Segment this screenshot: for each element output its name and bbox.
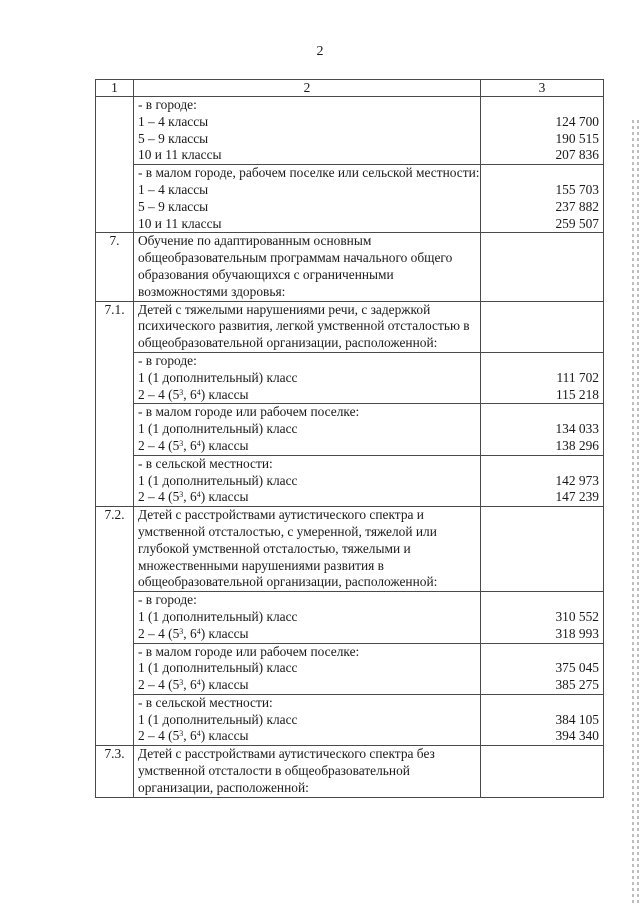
row-number-cell bbox=[96, 233, 134, 301]
column-header-1: 1 bbox=[96, 80, 134, 97]
group-labels-cell bbox=[134, 97, 481, 165]
item-label-text: 1 – 4 классы bbox=[138, 181, 209, 197]
group-values-cell bbox=[481, 592, 604, 643]
item-label-text: 2 – 4 (5 bbox=[138, 386, 180, 402]
group-label: - в малом городе, рабочем поселке или сельской местности: bbox=[138, 165, 480, 181]
superscript: 3 bbox=[179, 387, 184, 397]
item-label-text: ) классы bbox=[200, 625, 249, 641]
item-label bbox=[138, 421, 476, 438]
item-value: 124 700 bbox=[555, 113, 599, 129]
group-labels-cell bbox=[134, 592, 481, 643]
superscript: 4 bbox=[196, 729, 201, 739]
item-label-text: 1 (1 дополнительный) класс bbox=[138, 711, 298, 727]
blank-line bbox=[485, 353, 599, 370]
item-value: 394 340 bbox=[555, 728, 599, 744]
row-number-cell bbox=[96, 301, 134, 507]
table-row-group bbox=[96, 352, 604, 403]
group-values-cell bbox=[481, 352, 604, 403]
group-values-cell bbox=[481, 404, 604, 455]
page-number: 2 bbox=[316, 44, 324, 59]
item-value: 115 218 bbox=[555, 386, 599, 402]
item-label bbox=[138, 182, 476, 199]
row-number-cell bbox=[96, 97, 134, 233]
table-row-description bbox=[96, 301, 604, 352]
item-value: 375 045 bbox=[555, 660, 599, 676]
superscript: 4 bbox=[196, 490, 201, 500]
item-label bbox=[138, 489, 476, 506]
item-label-text: 1 (1 дополнительный) класс bbox=[138, 472, 298, 488]
description-cell bbox=[134, 233, 481, 301]
item-value: 111 702 bbox=[556, 369, 599, 385]
column-header-3: 3 bbox=[481, 80, 604, 97]
item-label-text: ) классы bbox=[200, 728, 249, 744]
description-cell bbox=[134, 746, 481, 797]
scan-edge-line bbox=[637, 120, 639, 905]
blank-line bbox=[485, 695, 599, 712]
table-row-description bbox=[96, 507, 604, 592]
item-value: 385 275 bbox=[555, 677, 599, 693]
group-label: - в городе: bbox=[138, 592, 197, 608]
item-value: 190 515 bbox=[555, 130, 599, 146]
item-label-text: , 6 bbox=[183, 437, 197, 453]
group-label: - в малом городе или рабочем поселке: bbox=[138, 404, 360, 420]
group-values-cell bbox=[481, 643, 604, 694]
blank-line bbox=[485, 165, 599, 182]
item-label bbox=[138, 114, 476, 131]
value-cell-empty bbox=[481, 746, 604, 797]
row-number-cell bbox=[96, 746, 134, 797]
superscript: 4 bbox=[196, 678, 201, 688]
item-label-text: , 6 bbox=[183, 677, 197, 693]
row-number: 7. bbox=[109, 233, 120, 249]
group-labels-cell bbox=[134, 352, 481, 403]
item-label-text: , 6 bbox=[183, 489, 197, 505]
value-cell-empty bbox=[481, 507, 604, 592]
superscript: 3 bbox=[179, 438, 184, 448]
item-label-text: 1 – 4 классы bbox=[138, 113, 209, 129]
item-label-text: ) классы bbox=[200, 489, 249, 505]
table-row-description bbox=[96, 746, 604, 797]
row-description: Детей с расстройствами аутистического спектра и умственной отсталостью, с умеренной, тяжелой или глубокой умственной отсталостью, тяжелыми и множественными нарушениями развития в общеобразовательной организации, расположенной: bbox=[138, 507, 438, 590]
row-description: Обучение по адаптированным основным общеобразовательным программам начального общего образования обучающихся с ограниченными возможностями здоровья: bbox=[138, 233, 453, 299]
item-label-text: ) классы bbox=[200, 677, 249, 693]
item-label bbox=[138, 131, 476, 148]
item-label-text: ) классы bbox=[200, 437, 249, 453]
superscript: 4 bbox=[196, 438, 201, 448]
value-cell-empty bbox=[481, 301, 604, 352]
superscript: 3 bbox=[179, 490, 184, 500]
group-label: - в городе: bbox=[138, 97, 197, 112]
scan-edge-line bbox=[632, 120, 634, 905]
item-value: 318 993 bbox=[555, 625, 599, 641]
column-header-row bbox=[96, 80, 604, 97]
table-row-group bbox=[96, 592, 604, 643]
item-label-text: 1 (1 дополнительный) класс bbox=[138, 369, 298, 385]
item-label bbox=[138, 677, 476, 694]
item-label bbox=[138, 147, 476, 164]
superscript: 3 bbox=[179, 678, 184, 688]
item-label bbox=[138, 216, 476, 233]
item-label bbox=[138, 660, 476, 677]
item-value: 142 973 bbox=[555, 472, 599, 488]
description-cell bbox=[134, 301, 481, 352]
blank-line bbox=[485, 592, 599, 609]
value-cell-empty bbox=[481, 233, 604, 301]
group-values-cell bbox=[481, 455, 604, 506]
item-label-text: 2 – 4 (5 bbox=[138, 677, 180, 693]
group-label: - в сельской местности: bbox=[138, 455, 273, 471]
item-label bbox=[138, 387, 476, 404]
table-row-group bbox=[96, 643, 604, 694]
table-row-group bbox=[96, 404, 604, 455]
group-label: - в сельской местности: bbox=[138, 694, 273, 710]
item-label-text: , 6 bbox=[183, 728, 197, 744]
group-labels-cell bbox=[134, 694, 481, 745]
item-label-text: 5 – 9 классы bbox=[138, 130, 209, 146]
item-label-text: 2 – 4 (5 bbox=[138, 437, 180, 453]
row-description: Детей с тяжелыми нарушениями речи, с задержкой психического развития, легкой умственной отсталостью в общеобразовательной организации, расположенной: bbox=[138, 301, 470, 351]
item-label bbox=[138, 609, 476, 626]
item-value: 147 239 bbox=[555, 489, 599, 505]
table-row-group bbox=[96, 165, 604, 233]
item-label bbox=[138, 473, 476, 490]
group-labels-cell bbox=[134, 455, 481, 506]
item-value: 259 507 bbox=[555, 215, 599, 231]
item-label-text: 1 (1 дополнительный) класс bbox=[138, 421, 298, 437]
item-label-text: 5 – 9 классы bbox=[138, 198, 209, 214]
row-number: 7.2. bbox=[104, 507, 125, 523]
item-label-text: 10 и 11 классы bbox=[138, 147, 222, 163]
item-label bbox=[138, 438, 476, 455]
item-label-text: 2 – 4 (5 bbox=[138, 728, 180, 744]
item-label-text: 1 (1 дополнительный) класс bbox=[138, 660, 298, 676]
superscript: 3 bbox=[179, 626, 184, 636]
group-values-cell bbox=[481, 97, 604, 165]
row-description: Детей с расстройствами аутистического спектра без умственной отсталости в общеобразовательной организации, расположенной: bbox=[138, 746, 435, 795]
blank-line bbox=[485, 456, 599, 473]
group-label: - в малом городе или рабочем поселке: bbox=[138, 643, 360, 659]
group-labels-cell bbox=[134, 404, 481, 455]
item-label bbox=[138, 712, 476, 729]
blank-line bbox=[485, 97, 599, 114]
column-header-2: 2 bbox=[134, 80, 481, 97]
superscript: 3 bbox=[179, 729, 184, 739]
item-label bbox=[138, 199, 476, 216]
item-label-text: ) классы bbox=[200, 386, 249, 402]
item-label-text: 2 – 4 (5 bbox=[138, 489, 180, 505]
superscript: 4 bbox=[196, 626, 201, 636]
item-value: 237 882 bbox=[555, 198, 599, 214]
group-labels-cell bbox=[134, 165, 481, 233]
row-number: 7.1. bbox=[104, 301, 125, 317]
item-value: 384 105 bbox=[555, 711, 599, 727]
group-values-cell bbox=[481, 165, 604, 233]
item-label-text: 2 – 4 (5 bbox=[138, 625, 180, 641]
group-labels-cell bbox=[134, 643, 481, 694]
item-label-text: , 6 bbox=[183, 625, 197, 641]
table-row-group bbox=[96, 97, 604, 165]
item-label-text: 1 (1 дополнительный) класс bbox=[138, 608, 298, 624]
item-label-text: 10 и 11 классы bbox=[138, 215, 222, 231]
item-value: 138 296 bbox=[555, 437, 599, 453]
table-row-group bbox=[96, 455, 604, 506]
description-cell bbox=[134, 507, 481, 592]
item-value: 310 552 bbox=[555, 608, 599, 624]
item-value: 155 703 bbox=[555, 181, 599, 197]
superscript: 4 bbox=[196, 387, 201, 397]
tariff-table bbox=[95, 79, 604, 798]
item-label bbox=[138, 626, 476, 643]
item-value: 207 836 bbox=[555, 147, 599, 163]
blank-line bbox=[485, 644, 599, 661]
table-row-description bbox=[96, 233, 604, 301]
group-label: - в городе: bbox=[138, 352, 197, 368]
blank-line bbox=[485, 404, 599, 421]
table-body bbox=[96, 80, 604, 798]
row-number-cell bbox=[96, 507, 134, 746]
item-label bbox=[138, 370, 476, 387]
item-label bbox=[138, 728, 476, 745]
item-label-text: , 6 bbox=[183, 386, 197, 402]
table-row-group bbox=[96, 694, 604, 745]
group-values-cell bbox=[481, 694, 604, 745]
row-number: 7.3. bbox=[104, 746, 125, 762]
item-value: 134 033 bbox=[555, 421, 599, 437]
